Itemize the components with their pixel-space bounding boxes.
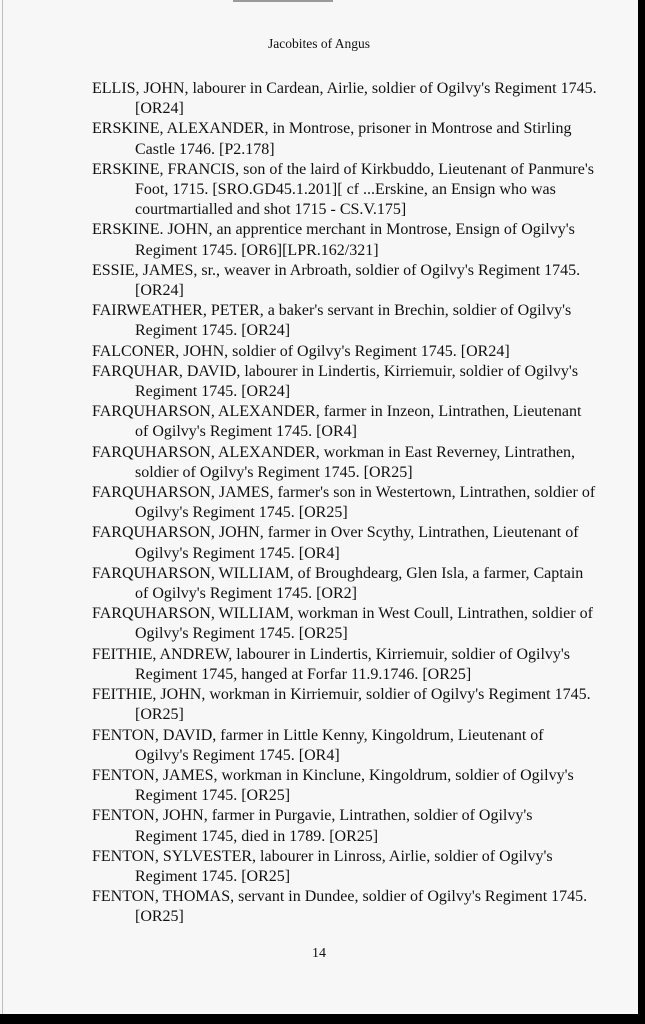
entry: FARQUHARSON, JAMES, farmer's son in Westertown, Lintrathen, soldier of Ogilvy's Regiment 1745. [OR25] [92,484,596,522]
page-number: 14 [312,946,326,961]
entry: ERSKINE, ALEXANDER, in Montrose, prisoner in Montrose and Stirling Castle 1746. [P2.178] [92,120,572,158]
entry: FARQUHAR, DAVID, labourer in Lindertis, Kirriemuir, soldier of Ogilvy's Regiment 1745. [OR24] [92,362,579,401]
entry: FALCONER, JOHN, soldier of Ogilvy's Regiment 1745. [OR24] [92,342,510,360]
entry: FENTON, DAVID, farmer in Little Kenny, Kingoldrum, Lieutenant of Ogilvy's Regiment 1745. [OR4] [92,726,544,764]
entry: FEITHIE, JOHN, workman in Kirriemuir, soldier of Ogilvy's Regiment 1745. [OR25] [92,686,591,724]
entry: FARQUHARSON, ALEXANDER, workman in East Reverney, Lintrathen, soldier of Ogilvy's Regiment 1745. [OR25] [92,443,576,481]
scan-artifact [233,0,333,2]
entry: FARQUHARSON, JOHN, farmer in Over Scythy, Lintrathen, Lieutenant of Ogilvy's Regiment 1745. [OR4] [92,524,579,562]
entry: FENTON, THOMAS, servant in Dundee, soldier of Ogilvy's Regiment 1745.[OR25] [92,888,588,926]
entry: FEITHIE, ANDREW, labourer in Lindertis, Kirriemuir, soldier of Ogilvy's Regiment 1745, hanged at Forfar 11.9.1746. [OR25] [92,645,571,683]
entry: FAIRWEATHER, PETER, a baker's servant in Brechin, soldier of Ogilvy's Regiment 1745. [OR24] [92,302,572,340]
entry: FARQUHARSON, WILLIAM, workman in West Coull, Lintrathen, soldier of Ogilvy's Regiment 1745. [OR25] [92,605,593,643]
page-left-edge [2,0,3,1014]
running-head: Jacobites of Angus [268,36,370,51]
entry: ERSKINE, FRANCIS, son of the laird of Kirkbuddo, Lieutenant of Panmure's Foot, 1715. [SRO.GD45.1.201][ cf ...Erskine, an Ensign who was courtmartialled and shot 1715 - CS.V.175] [92,160,594,219]
entry: FENTON, JAMES, workman in Kinclune, Kingoldrum, soldier of Ogilvy's Regiment 1745. [OR25] [92,766,574,805]
entry: FENTON, JOHN, farmer in Purgavie, Lintrathen, soldier of Ogilvy's Regiment 1745, died in 1789. [OR25] [92,807,533,845]
entry: ELLIS, JOHN, labourer in Cardean, Airlie, soldier of Ogilvy's Regiment 1745. [OR24] [92,80,597,118]
entry-list [92,79,597,928]
entry: ESSIE, JAMES, sr., weaver in Arbroath, soldier of Ogilvy's Regiment 1745. [OR24] [92,261,581,300]
entry: ERSKINE. JOHN, an apprentice merchant in Montrose, Ensign of Ogilvy's Regiment 1745. [OR6][LPR.162/321] [92,221,575,259]
entry: FARQUHARSON, WILLIAM, of Broughdearg, Glen Isla, a farmer, Captain of Ogilvy's Regiment 1745. [OR2] [92,564,584,603]
entry: FENTON, SYLVESTER, labourer in Linross, Airlie, soldier of Ogilvy's Regiment 1745. [OR25] [92,847,553,885]
entry: FARQUHARSON, ALEXANDER, farmer in Inzeon, Lintrathen, Lieutenant of Ogilvy's Regiment 1745. [OR4] [92,403,582,441]
